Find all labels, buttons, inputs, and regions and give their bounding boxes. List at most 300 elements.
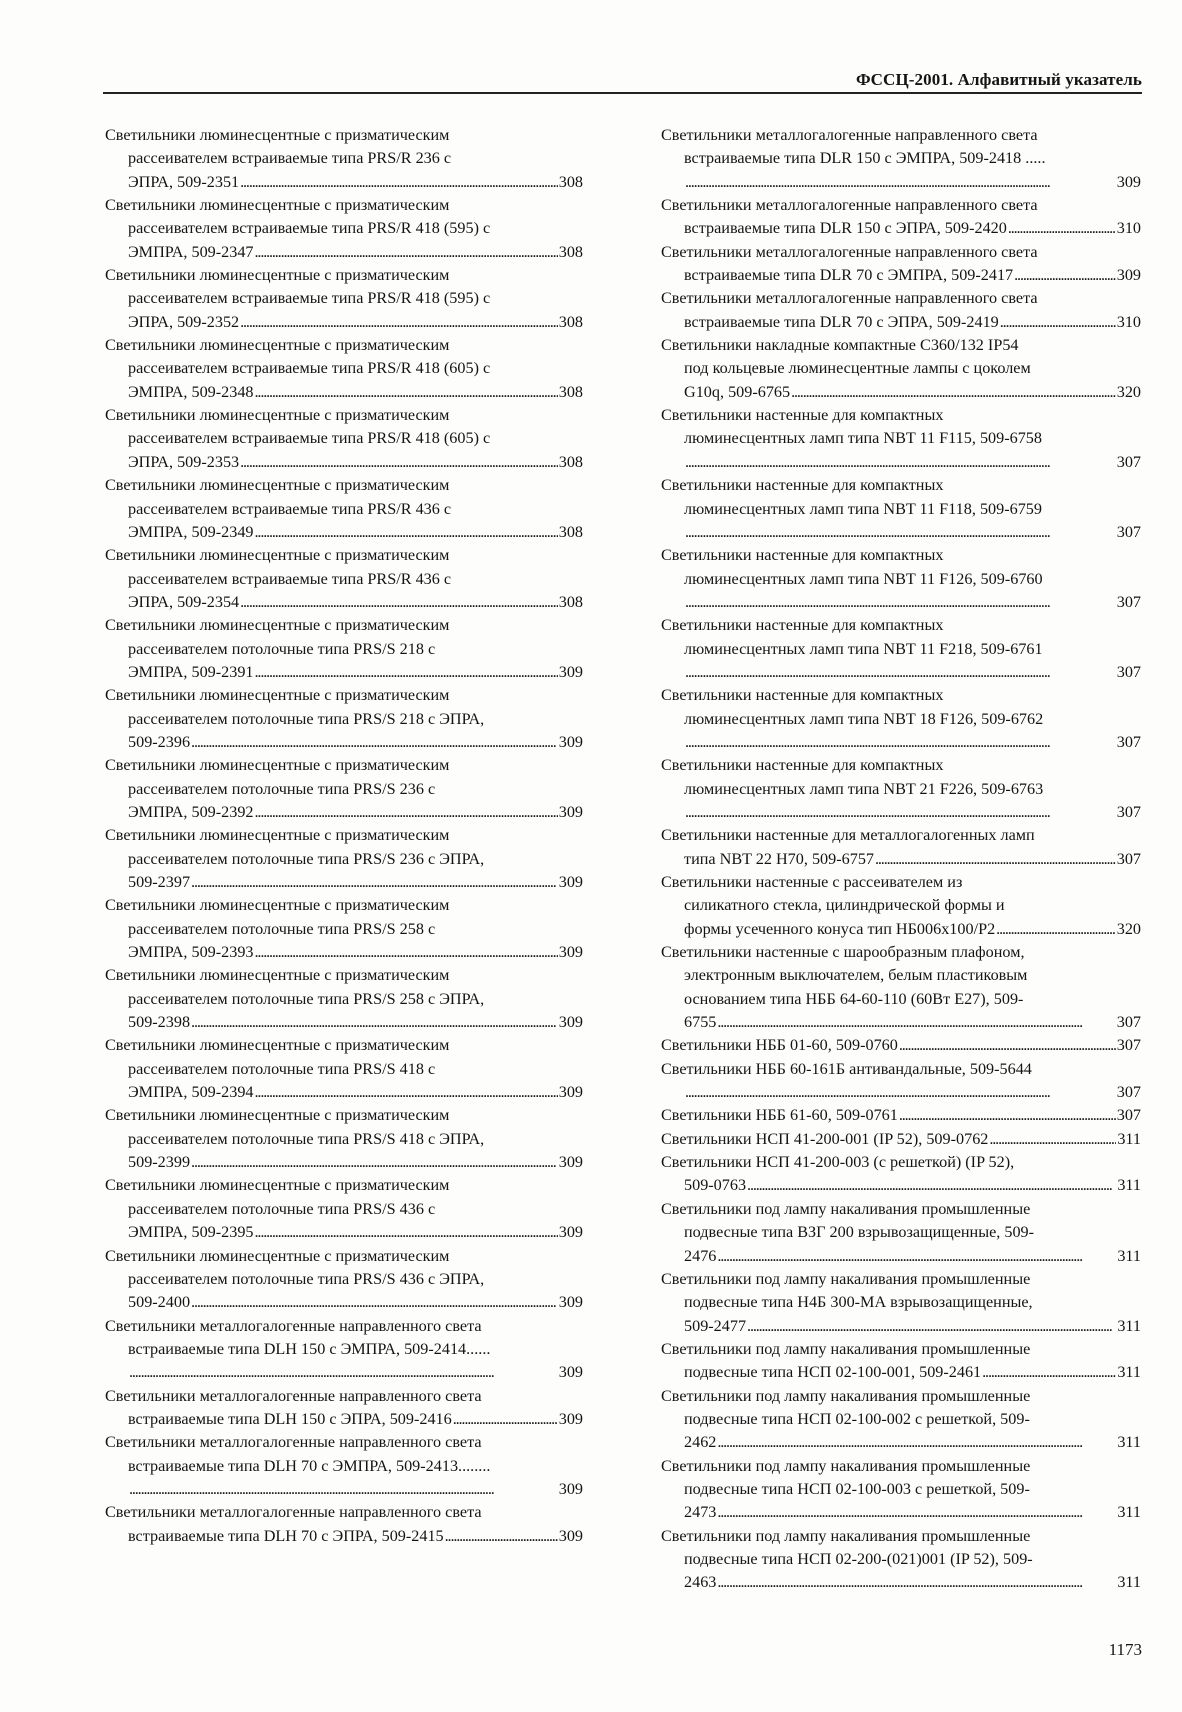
index-entry [105, 1431, 583, 1501]
entry-last-line [661, 1245, 1141, 1268]
entry-text: Светильники НСП 41-200-001 (IP 52), 509-0762 [661, 1129, 989, 1148]
entry-last-line [105, 1291, 583, 1314]
dot-leader [685, 171, 1116, 194]
entry-last-line [105, 941, 583, 964]
page-reference: 307 [1116, 1106, 1141, 1125]
index-entry [661, 1151, 1141, 1198]
entry-last-line [661, 1174, 1141, 1197]
page-reference: 309 [558, 1363, 583, 1382]
page-reference: 308 [558, 312, 583, 331]
entry-line: подвесные типа ВЗГ 200 взрывозащищенные, 509- [684, 1223, 1035, 1242]
entry-line: Светильники люминесцентные с призматическим [105, 546, 450, 565]
dot-leader [685, 661, 1116, 684]
index-entry [661, 287, 1141, 334]
entry-last-line [105, 521, 583, 544]
dot-leader [240, 311, 558, 334]
index-entry [661, 1338, 1141, 1385]
entry-line: рассеивателем встраиваемые типа PRS/R 436 с [128, 499, 452, 518]
entry-last-line [105, 731, 583, 754]
page-reference: 311 [1117, 1433, 1141, 1452]
entry-line: рассеивателем потолочные типа PRS/S 418 с [128, 1059, 436, 1078]
index-column-right [661, 124, 1141, 1595]
entry-last-line [105, 451, 583, 474]
page-reference: 307 [1116, 1083, 1141, 1102]
entry-line: подвесные типа НСП 02-100-002 с решеткой, 509- [684, 1409, 1030, 1428]
index-entry [661, 1525, 1141, 1595]
entry-line: Светильники металлогалогенные направленного света [105, 1386, 482, 1405]
entry-line: Светильники металлогалогенные направленного света [661, 126, 1038, 144]
entry-text: встраиваемые типа DLR 150 с ЭПРА, 509-2420 [684, 219, 1007, 238]
index-entry [661, 544, 1141, 614]
index-entry [105, 1385, 583, 1432]
index-entry [105, 1245, 583, 1315]
index-entry [105, 404, 583, 474]
index-entry [105, 964, 583, 1034]
dot-leader [717, 1501, 1116, 1524]
entry-line: Светильники люминесцентные с призматическим [105, 1036, 450, 1055]
entry-text: ЭПРА, 509-2353 [128, 452, 240, 471]
entry-text: Светильники НББ 01-60, 509-0760 [661, 1036, 898, 1055]
page-reference: 309 [558, 1083, 583, 1102]
index-entry [661, 941, 1141, 1034]
entry-line: подвесные типа Н4Б 300-МА взрывозащищенные, [684, 1293, 1033, 1312]
entry-last-line [105, 871, 583, 894]
entry-last-line [661, 1315, 1141, 1338]
entry-line: Светильники металлогалогенные направленного света [661, 289, 1038, 308]
index-entry [661, 614, 1141, 684]
dot-leader [899, 1104, 1116, 1127]
entry-last-line [105, 1011, 583, 1034]
page-reference: 307 [1116, 662, 1141, 681]
dot-leader [255, 1221, 558, 1244]
entry-last-line [661, 1034, 1141, 1057]
index-entry [661, 1104, 1141, 1127]
page-reference: 309 [558, 1409, 583, 1428]
page-reference: 311 [1117, 1573, 1141, 1592]
page-reference: 308 [558, 592, 583, 611]
dot-leader [899, 1034, 1116, 1057]
entry-line: Светильники под лампу накаливания промышленные [661, 1456, 1031, 1475]
entry-line: рассеивателем встраиваемые типа PRS/R 418 (595) с [128, 289, 491, 308]
entry-last-line [105, 1361, 583, 1384]
index-entry [105, 1501, 583, 1548]
dot-leader [982, 1361, 1116, 1384]
entry-line: встраиваемые типа DLH 150 с ЭМПРА, 509-2414...... [128, 1339, 491, 1358]
entry-line: Светильники настенные для компактных [661, 686, 944, 705]
entry-line: рассеивателем потолочные типа PRS/S 236 с ЭПРА, [128, 849, 485, 868]
entry-line: рассеивателем потолочные типа PRS/S 418 с ЭПРА, [128, 1129, 485, 1148]
index-entry [105, 684, 583, 754]
page-reference: 309 [558, 732, 583, 751]
entry-line: Светильники люминесцентные с призматическим [105, 686, 450, 705]
dot-leader [875, 848, 1116, 871]
page-reference: 309 [558, 662, 583, 681]
dot-leader [191, 1291, 558, 1314]
entry-last-line [661, 1361, 1141, 1384]
page-reference: 311 [1117, 1129, 1141, 1148]
entry-line: Светильники люминесцентные с призматическим [105, 896, 450, 915]
dot-leader [685, 801, 1116, 824]
entry-last-line [661, 801, 1141, 824]
entry-last-line [105, 1151, 583, 1174]
page-reference: 307 [1116, 522, 1141, 541]
entry-line: Светильники настенные для компактных [661, 616, 944, 635]
entry-line: Светильники настенные с рассеивателем из [661, 873, 963, 891]
entry-line: Светильники люминесцентные с призматическим [105, 336, 450, 355]
entry-line: Светильники люминесцентные с призматическим [105, 1246, 450, 1265]
entry-line: рассеивателем потолочные типа PRS/S 218 с [128, 639, 436, 658]
entry-text: встраиваемые типа DLH 70 с ЭПРА, 509-2415 [128, 1526, 444, 1545]
page-reference: 309 [558, 943, 583, 962]
page-reference: 310 [1116, 219, 1141, 238]
dot-leader [717, 1245, 1116, 1268]
dot-leader [717, 1011, 1115, 1034]
entry-text: 509-2400 [128, 1293, 191, 1312]
index-entry [105, 474, 583, 544]
entry-text: ЭМПРА, 509-2348 [128, 382, 254, 401]
entry-text: ЭМПРА, 509-2391 [128, 662, 254, 681]
entry-line: люминесцентных ламп типа NBT 18 F126, 509-6762 [684, 709, 1044, 728]
index-entry [105, 1174, 583, 1244]
entry-text: 2473 [684, 1503, 717, 1522]
entry-line: электронным выключателем, белым пластиковым [684, 966, 1028, 985]
page-reference: 311 [1117, 1316, 1141, 1335]
entry-line: рассеивателем встраиваемые типа PRS/R 418 (605) с [128, 429, 491, 448]
index-entry [105, 264, 583, 334]
index-entry [661, 1385, 1141, 1455]
entry-text: встраиваемые типа DLH 150 с ЭПРА, 509-2416 [128, 1409, 452, 1428]
entry-line: люминесцентных ламп типа NBT 11 F126, 509-6760 [684, 569, 1043, 588]
dot-leader [255, 1081, 558, 1104]
entry-line: рассеивателем встраиваемые типа PRS/R 436 с [128, 569, 452, 588]
index-entry [661, 1268, 1141, 1338]
entry-last-line [661, 264, 1141, 287]
dot-leader [191, 1151, 558, 1174]
entry-line: подвесные типа НСП 02-200-(021)001 (IP 52), 509- [684, 1549, 1033, 1568]
page-reference: 308 [558, 452, 583, 471]
entry-line: рассеивателем встраиваемые типа PRS/R 418 (605) с [128, 359, 491, 378]
entry-line: люминесцентных ламп типа NBT 21 F226, 509-6763 [684, 779, 1044, 798]
entry-last-line [105, 661, 583, 684]
dot-leader [717, 1571, 1116, 1594]
index-entry [661, 1128, 1141, 1151]
index-entry [661, 194, 1141, 241]
dot-leader [255, 381, 558, 404]
dot-leader [445, 1525, 558, 1548]
entry-text: ЭМПРА, 509-2392 [128, 802, 254, 821]
entry-last-line [661, 848, 1141, 871]
page-reference: 307 [1116, 732, 1141, 751]
page-reference: 309 [558, 1293, 583, 1312]
dot-leader [685, 451, 1116, 474]
dot-leader [240, 171, 558, 194]
index-entry [661, 474, 1141, 544]
page-reference: 308 [558, 382, 583, 401]
dot-leader [255, 661, 558, 684]
entry-line: силикатного стекла, цилиндрической формы и [684, 896, 1005, 915]
dot-leader [685, 591, 1116, 614]
page-reference: 309 [558, 873, 583, 891]
page-reference: 309 [558, 1223, 583, 1242]
dot-leader [685, 521, 1116, 544]
entry-text: ЭПРА, 509-2352 [128, 312, 240, 331]
entry-text: ЭМПРА, 509-2349 [128, 522, 254, 541]
index-column-left [105, 124, 583, 1548]
entry-last-line [661, 1104, 1141, 1127]
entry-line: Светильники металлогалогенные направленного света [105, 1316, 482, 1335]
entry-text: 509-0763 [684, 1176, 747, 1195]
entry-line: подвесные типа НСП 02-100-003 с решеткой, 509- [684, 1479, 1030, 1498]
entry-last-line [661, 171, 1141, 194]
entry-last-line [661, 451, 1141, 474]
dot-leader [747, 1174, 1116, 1197]
dot-leader [1014, 264, 1116, 287]
dot-leader [255, 801, 558, 824]
entry-line: Светильники настенные для компактных [661, 406, 944, 425]
entry-line: встраиваемые типа DLH 70 с ЭМПРА, 509-2413........ [128, 1456, 491, 1475]
entry-last-line [105, 171, 583, 194]
entry-text: Светильники НББ 61-60, 509-0761 [661, 1106, 898, 1125]
entry-line: Светильники люминесцентные с призматическим [105, 266, 450, 285]
entry-line: Светильники под лампу накаливания промышленные [661, 1386, 1031, 1405]
entry-last-line [661, 1431, 1141, 1454]
entry-line: рассеивателем потолочные типа PRS/S 236 с [128, 779, 436, 798]
page-reference: 307 [1116, 849, 1141, 868]
entry-line: Светильники под лампу накаливания промышленные [661, 1526, 1031, 1545]
entry-line: Светильники металлогалогенные направленного света [105, 1433, 482, 1452]
page-reference: 307 [1116, 452, 1141, 471]
dot-leader [255, 241, 558, 264]
entry-text: ЭМПРА, 509-2395 [128, 1223, 254, 1242]
entry-line: рассеивателем потолочные типа PRS/S 258 с [128, 919, 436, 938]
entry-line: рассеивателем потолочные типа PRS/S 436 с ЭПРА, [128, 1269, 485, 1288]
entry-last-line [105, 381, 583, 404]
entry-text: подвесные типа НСП 02-100-001, 509-2461 [684, 1363, 982, 1382]
entry-last-line [105, 1221, 583, 1244]
entry-last-line [661, 311, 1141, 334]
header-rule [103, 92, 1142, 94]
index-entry [105, 614, 583, 684]
index-entry [105, 194, 583, 264]
entry-line: люминесцентных ламп типа NBT 11 F218, 509-6761 [684, 639, 1043, 658]
page-reference: 309 [1116, 266, 1141, 285]
entry-text: типа NBT 22 H70, 509-6757 [684, 849, 875, 868]
page-reference: 308 [558, 172, 583, 191]
entry-last-line [105, 1081, 583, 1104]
entry-last-line [661, 217, 1141, 240]
page-reference: 307 [1116, 592, 1141, 611]
page-reference: 309 [1116, 172, 1141, 191]
page-reference: 311 [1117, 1363, 1141, 1382]
entry-last-line [661, 591, 1141, 614]
entry-line: Светильники металлогалогенные направленного света [661, 196, 1038, 215]
entry-line: под кольцевые люминесцентные лампы с цоколем [684, 359, 1031, 378]
entry-last-line [105, 1408, 583, 1431]
page-reference: 308 [558, 522, 583, 541]
index-entry [661, 124, 1141, 194]
entry-line: Светильники настенные для компактных [661, 476, 944, 495]
entry-text: 6755 [684, 1013, 717, 1032]
dot-leader [791, 381, 1116, 404]
entry-line: Светильники настенные с шарообразным плафоном, [661, 943, 1025, 962]
dot-leader [129, 1361, 558, 1384]
page-reference: 320 [1116, 382, 1141, 401]
entry-line: Светильники люминесцентные с призматическим [105, 406, 450, 425]
page-reference: 311 [1117, 1176, 1141, 1195]
dot-leader [996, 918, 1116, 941]
entry-line: Светильники накладные компактные C360/132 IP54 [661, 336, 1019, 355]
page-reference: 320 [1116, 919, 1141, 938]
page-reference: 309 [558, 1479, 583, 1498]
index-entry [661, 871, 1141, 941]
dot-leader [685, 731, 1116, 754]
dot-leader [1008, 217, 1116, 240]
entry-text: 509-2396 [128, 732, 191, 751]
dot-leader [191, 731, 558, 754]
entry-line: Светильники люминесцентные с призматическим [105, 126, 450, 144]
entry-line: Светильники люминесцентные с призматическим [105, 1106, 450, 1125]
entry-text: 2462 [684, 1433, 717, 1452]
page-reference: 308 [558, 242, 583, 261]
entry-text: ЭПРА, 509-2354 [128, 592, 240, 611]
dot-leader [989, 1128, 1116, 1151]
index-entry [105, 754, 583, 824]
entry-line: Светильники металлогалогенные направленного света [105, 1503, 482, 1522]
entry-text: ЭПРА, 509-2351 [128, 172, 240, 191]
entry-text: встраиваемые типа DLR 70 с ЭПРА, 509-2419 [684, 312, 999, 331]
index-entry [661, 684, 1141, 754]
entry-line: основанием типа НББ 64-60-110 (60Вт Е27), 509- [684, 989, 1024, 1008]
entry-last-line [661, 1501, 1141, 1524]
entry-last-line [661, 1081, 1141, 1104]
entry-line: Светильники люминесцентные с призматическим [105, 476, 450, 495]
entry-line: Светильники люминесцентные с призматическим [105, 826, 450, 845]
entry-line: Светильники НСП 41-200-003 (с решеткой) (IP 52), [661, 1153, 1015, 1172]
dot-leader [240, 591, 558, 614]
entry-line: люминесцентных ламп типа NBT 11 F118, 509-6759 [684, 499, 1042, 518]
page-reference: 311 [1117, 1503, 1141, 1522]
entry-line: Светильники настенные для компактных [661, 756, 944, 775]
page-reference: 309 [558, 1013, 583, 1032]
dot-leader [1000, 311, 1116, 334]
page-reference: 307 [1116, 802, 1141, 821]
dot-leader [717, 1431, 1116, 1454]
entry-line: Светильники настенные для металлогалогенных ламп [661, 826, 1035, 845]
index-entry [105, 334, 583, 404]
entry-line: рассеивателем потолочные типа PRS/S 218 с ЭПРА, [128, 709, 485, 728]
entry-line: люминесцентных ламп типа NBT 11 F115, 509-6758 [684, 429, 1042, 448]
entry-text: формы усеченного конуса тип НБ006х100/Р2 [684, 919, 996, 938]
dot-leader [453, 1408, 558, 1431]
entry-text: ЭМПРА, 509-2393 [128, 943, 254, 962]
entry-line: рассеивателем встраиваемые типа PRS/R 236 с [128, 149, 452, 168]
page-reference: 309 [558, 1526, 583, 1545]
entry-last-line [105, 591, 583, 614]
entry-last-line [661, 1128, 1141, 1151]
dot-leader [191, 1011, 558, 1034]
entry-line: рассеивателем потолочные типа PRS/S 436 с [128, 1199, 436, 1218]
dot-leader [685, 1081, 1116, 1104]
page-reference: 307 [1116, 1013, 1141, 1032]
entry-text: ЭМПРА, 509-2347 [128, 242, 254, 261]
index-entry [105, 1315, 583, 1385]
index-entry [661, 824, 1141, 871]
dot-leader [747, 1315, 1116, 1338]
entry-line: Светильники люминесцентные с призматическим [105, 1176, 450, 1195]
index-entry [661, 241, 1141, 288]
entry-last-line [105, 801, 583, 824]
index-entry [661, 1058, 1141, 1105]
entry-line: рассеивателем потолочные типа PRS/S 258 с ЭПРА, [128, 989, 485, 1008]
index-entry [661, 1455, 1141, 1525]
page-reference: 307 [1116, 1036, 1141, 1055]
index-entry [105, 894, 583, 964]
index-entry [661, 1034, 1141, 1057]
dot-leader [255, 521, 558, 544]
entry-text: 2476 [684, 1246, 717, 1265]
entry-last-line [661, 381, 1141, 404]
entry-line: встраиваемые типа DLR 150 с ЭМПРА, 509-2418 ..... [684, 149, 1046, 168]
entry-last-line [661, 731, 1141, 754]
entry-last-line [661, 918, 1141, 941]
page-reference: 310 [1116, 312, 1141, 331]
entry-text: встраиваемые типа DLR 70 с ЭМПРА, 509-2417 [684, 266, 1014, 285]
entry-text: 509-2477 [684, 1316, 747, 1335]
entry-last-line [105, 1525, 583, 1548]
entry-line: Светильники люминесцентные с призматическим [105, 196, 450, 215]
page-reference: 309 [558, 1153, 583, 1172]
entry-last-line [105, 311, 583, 334]
entry-line: Светильники металлогалогенные направленного света [661, 242, 1038, 261]
index-entry [661, 404, 1141, 474]
index-entry [105, 124, 583, 194]
entry-line: Светильники НББ 60-161Б антивандальные, 509-5644 [661, 1059, 1032, 1078]
entry-line: Светильники люминесцентные с призматическим [105, 756, 450, 775]
entry-line: Светильники под лампу накаливания промышленные [661, 1339, 1031, 1358]
entry-text: 509-2398 [128, 1013, 191, 1032]
dot-leader [129, 1478, 558, 1501]
entry-text: 509-2397 [128, 873, 191, 891]
entry-line: Светильники люминесцентные с призматическим [105, 966, 450, 985]
entry-line: рассеивателем встраиваемые типа PRS/R 418 (595) с [128, 219, 491, 238]
entry-line: Светильники настенные для компактных [661, 546, 944, 565]
entry-text: 2463 [684, 1573, 717, 1592]
index-entry [661, 754, 1141, 824]
entry-line: Светильники под лампу накаливания промышленные [661, 1269, 1031, 1288]
index-entry [105, 544, 583, 614]
entry-text: 509-2399 [128, 1153, 191, 1172]
entry-last-line [661, 1011, 1141, 1034]
index-entry [105, 1104, 583, 1174]
page-reference: 309 [558, 802, 583, 821]
entry-text: ЭМПРА, 509-2394 [128, 1083, 254, 1102]
entry-last-line [661, 521, 1141, 544]
entry-line: Светильники люминесцентные с призматическим [105, 616, 450, 635]
dot-leader [255, 941, 558, 964]
page-number: 1173 [1108, 1640, 1142, 1659]
dot-leader [240, 451, 558, 474]
entry-last-line [105, 241, 583, 264]
entry-last-line [105, 1478, 583, 1501]
index-entry [661, 1198, 1141, 1268]
entry-text: G10q, 509-6765 [684, 382, 791, 401]
dot-leader [191, 871, 558, 894]
entry-last-line [661, 661, 1141, 684]
running-header: ФССЦ-2001. Алфавитный указатель [855, 70, 1142, 89]
index-entry [661, 334, 1141, 404]
entry-last-line [661, 1571, 1141, 1594]
index-entry [105, 1034, 583, 1104]
